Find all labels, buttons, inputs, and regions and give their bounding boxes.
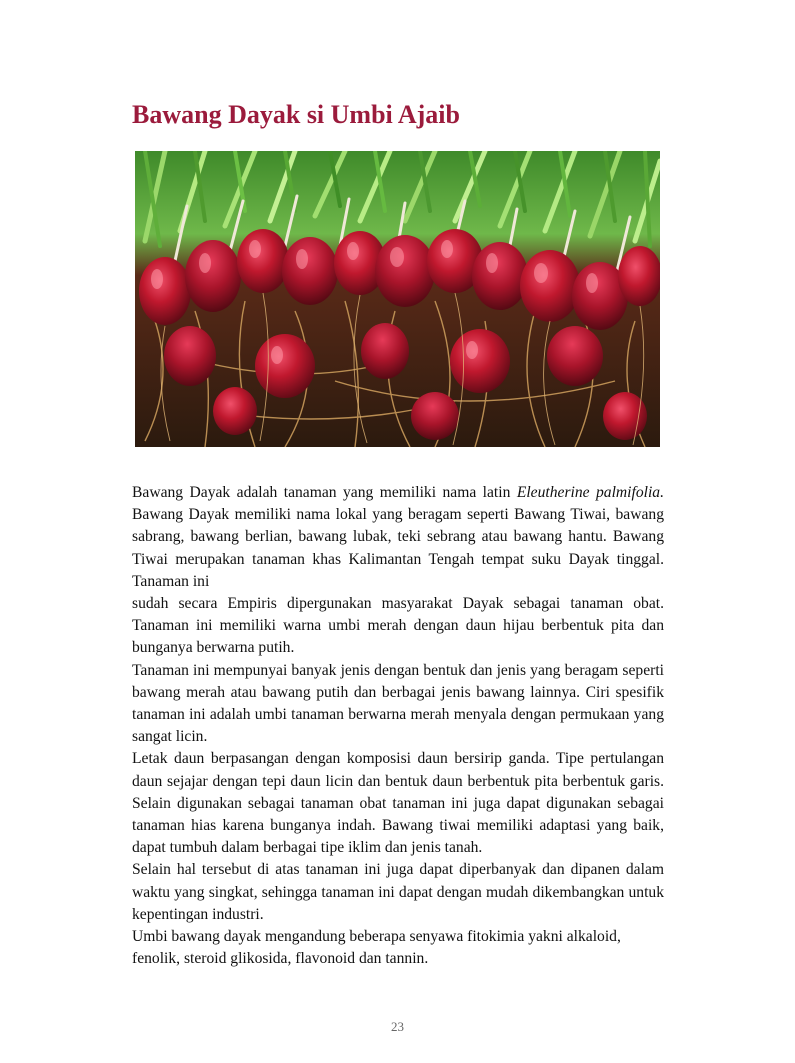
paragraph-5: Selain hal tersebut di atas tanaman ini juga dapat diperbanyak dan dipanen dalam waktu yang singkat, sehingga tanaman ini dapat dengan mudah dikembangkan untuk kepentingan industri. (132, 861, 664, 923)
paragraph-1-start: Bawang Dayak adalah tanaman yang memiliki nama latin (132, 484, 517, 501)
body-text (132, 482, 664, 970)
paragraph-4: Letak daun berpasangan dengan komposisi daun bersirip ganda. Tipe pertulangan daun sejajar dengan tepi daun licin dan bentuk daun berbentuk pita berbentuk garis. Selain digunakan sebagai tanaman obat tanaman ini juga dapat digunakan sebagai tanaman hias karena bunganya indah. Bawang tiwai memiliki adaptasi yang baik, dapat tumbuh dalam berbagai tipe iklim dan jenis tanah. (132, 750, 664, 857)
paragraph-2: sudah secara Empiris dipergunakan masyarakat Dayak sebagai tanaman obat. Tanaman ini memiliki warna umbi merah dengan daun hijau berbentuk pita dan bunganya berwarna putih. (132, 595, 664, 657)
page-number: 23 (391, 1019, 404, 1034)
paragraph-1-rest: Bawang Dayak memiliki nama lokal yang beragam seperti Bawang Tiwai, bawang sabrang, bawang berlian, bawang lubak, teki sebrang atau bawang hantu. Bawang Tiwai merupakan tanaman khas Kalimantan Tengah tempat suku Dayak tinggal. Tanaman ini (132, 506, 664, 590)
paragraph-6: Umbi bawang dayak mengandung beberapa senyawa fitokimia yakni alkaloid, fenolik, steroid glikosida, flavonoid dan tannin. (132, 928, 621, 968)
latin-name: Eleutherine palmifolia. (516, 484, 664, 501)
bawang-dayak-photo (135, 151, 660, 447)
paragraph-3: Tanaman ini mempunyai banyak jenis dengan bentuk dan jenis yang beragam seperti bawang merah atau bawang putih dan berbagai jenis bawang lainnya. Ciri spesifik tanaman ini adalah umbi tanaman berwarna merah menyala dengan permukaan yang sangat licin. (132, 661, 664, 746)
page-title: Bawang Dayak si Umbi Ajaib (132, 100, 460, 129)
paragraph-1 (132, 482, 664, 593)
